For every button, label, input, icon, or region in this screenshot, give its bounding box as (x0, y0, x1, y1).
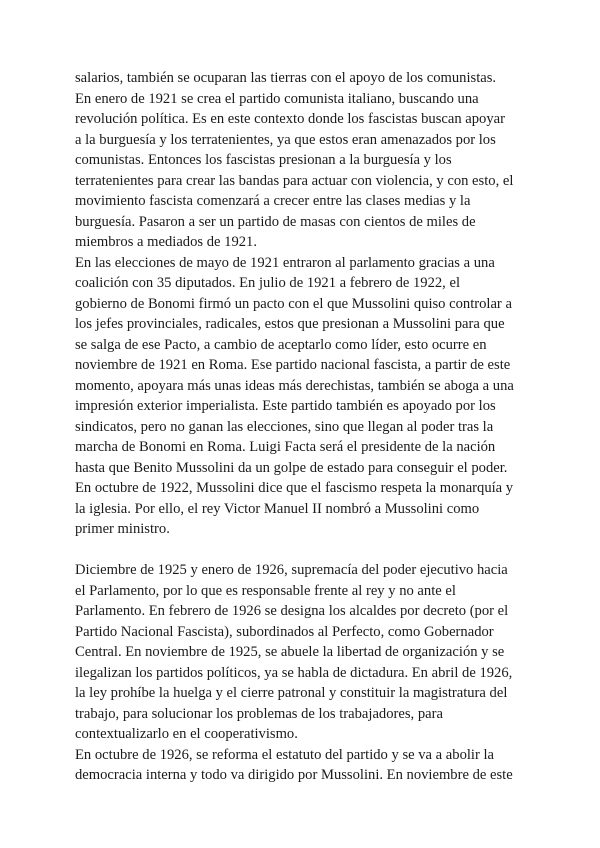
text-line: contextualizarlo en el cooperativismo. (75, 726, 298, 742)
paragraph-block-1930s-rise (75, 68, 529, 540)
text-line: Parlamento. En febrero de 1926 se designa los alcaldes por decreto (por el (75, 603, 509, 619)
text-line: ilegalizan los partidos políticos, ya se habla de dictadura. En abril de 1926, (75, 664, 513, 681)
text-line: la iglesia. Por ello, el rey Victor Manuel II nombró a Mussolini como (75, 500, 480, 517)
text-line: En octubre de 1922, Mussolini dice que el fascismo respeta la monarquía y (75, 480, 514, 496)
text-line: comunistas. Entonces los fascistas presionan a la burguesía y los (75, 152, 452, 168)
text-line: primer ministro. (75, 521, 170, 537)
text-line: Central. En noviembre de 1925, se abuele la libertad de organización y se (75, 644, 505, 660)
text-line: la ley prohíbe la huelga y el cierre patronal y constituir la magistratura del (75, 685, 508, 701)
text-line: terratenientes para crear las bandas para actuar con violencia, y con esto, el (75, 172, 514, 189)
paragraph-gap (75, 540, 529, 561)
text-line: impresión exterior imperialista. Este partido también es apoyado por los (75, 398, 496, 414)
text-line: noviembre de 1921 en Roma. Ese partido nacional fascista, a partir de este (75, 357, 511, 373)
text-line: revolución política. Es en este contexto donde los fascistas buscan apoyar (75, 111, 505, 127)
text-line: trabajo, para solucionar los problemas de los trabajadores, para (75, 705, 443, 722)
text-line: gobierno de Bonomi firmó un pacto con el que Mussolini quiso controlar a (75, 295, 512, 312)
text-line: burguesía. Pasaron a ser un partido de masas con cientos de miles de (75, 213, 476, 230)
text-line: democracia interna y todo va dirigido por Mussolini. En noviembre de este (75, 767, 513, 783)
text-line: En las elecciones de mayo de 1921 entraron al parlamento gracias a una (75, 254, 495, 271)
text-line: salarios, también se ocuparan las tierras con el apoyo de los comunistas. (75, 70, 497, 86)
text-line: el Parlamento, por lo que es responsable frente al rey y no ante el (75, 582, 456, 599)
text-line: En octubre de 1926, se reforma el estatuto del partido y se va a abolir la (75, 746, 495, 763)
text-line: Partido Nacional Fascista), subordinados al Perfecto, como Gobernador (75, 623, 494, 640)
text-line: Diciembre de 1925 y enero de 1926, supremacía del poder ejecutivo hacia (75, 562, 508, 578)
text-line: hasta que Benito Mussolini da un golpe de estado para conseguir el poder. (75, 459, 508, 476)
text-line: se salga de ese Pacto, a cambio de aceptarlo como líder, esto ocurre en (75, 336, 487, 353)
text-line: En enero de 1921 se crea el partido comunista italiano, buscando una (75, 90, 479, 107)
text-line: a la burguesía y los terratenientes, ya que estos eran amenazados por los (75, 131, 496, 148)
text-line: miembros a mediados de 1921. (75, 234, 257, 250)
text-line: movimiento fascista comenzará a crecer entre las clases medias y la (75, 193, 471, 209)
paragraph-block-dictatorship (75, 560, 529, 786)
text-line: marcha de Bonomi en Roma. Luigi Facta será el presidente de la nación (75, 439, 496, 455)
document-body (75, 68, 529, 786)
text-line: coalición con 35 diputados. En julio de 1921 a febrero de 1922, el (75, 275, 461, 291)
text-line: momento, apoyara más unas ideas más derechistas, también se aboga a una (75, 377, 514, 394)
text-line: sindicatos, pero no ganan las elecciones, sino que llegan al poder tras la (75, 418, 494, 435)
text-line: los jefes provinciales, radicales, estos que presionan a Mussolini para que (75, 316, 505, 332)
